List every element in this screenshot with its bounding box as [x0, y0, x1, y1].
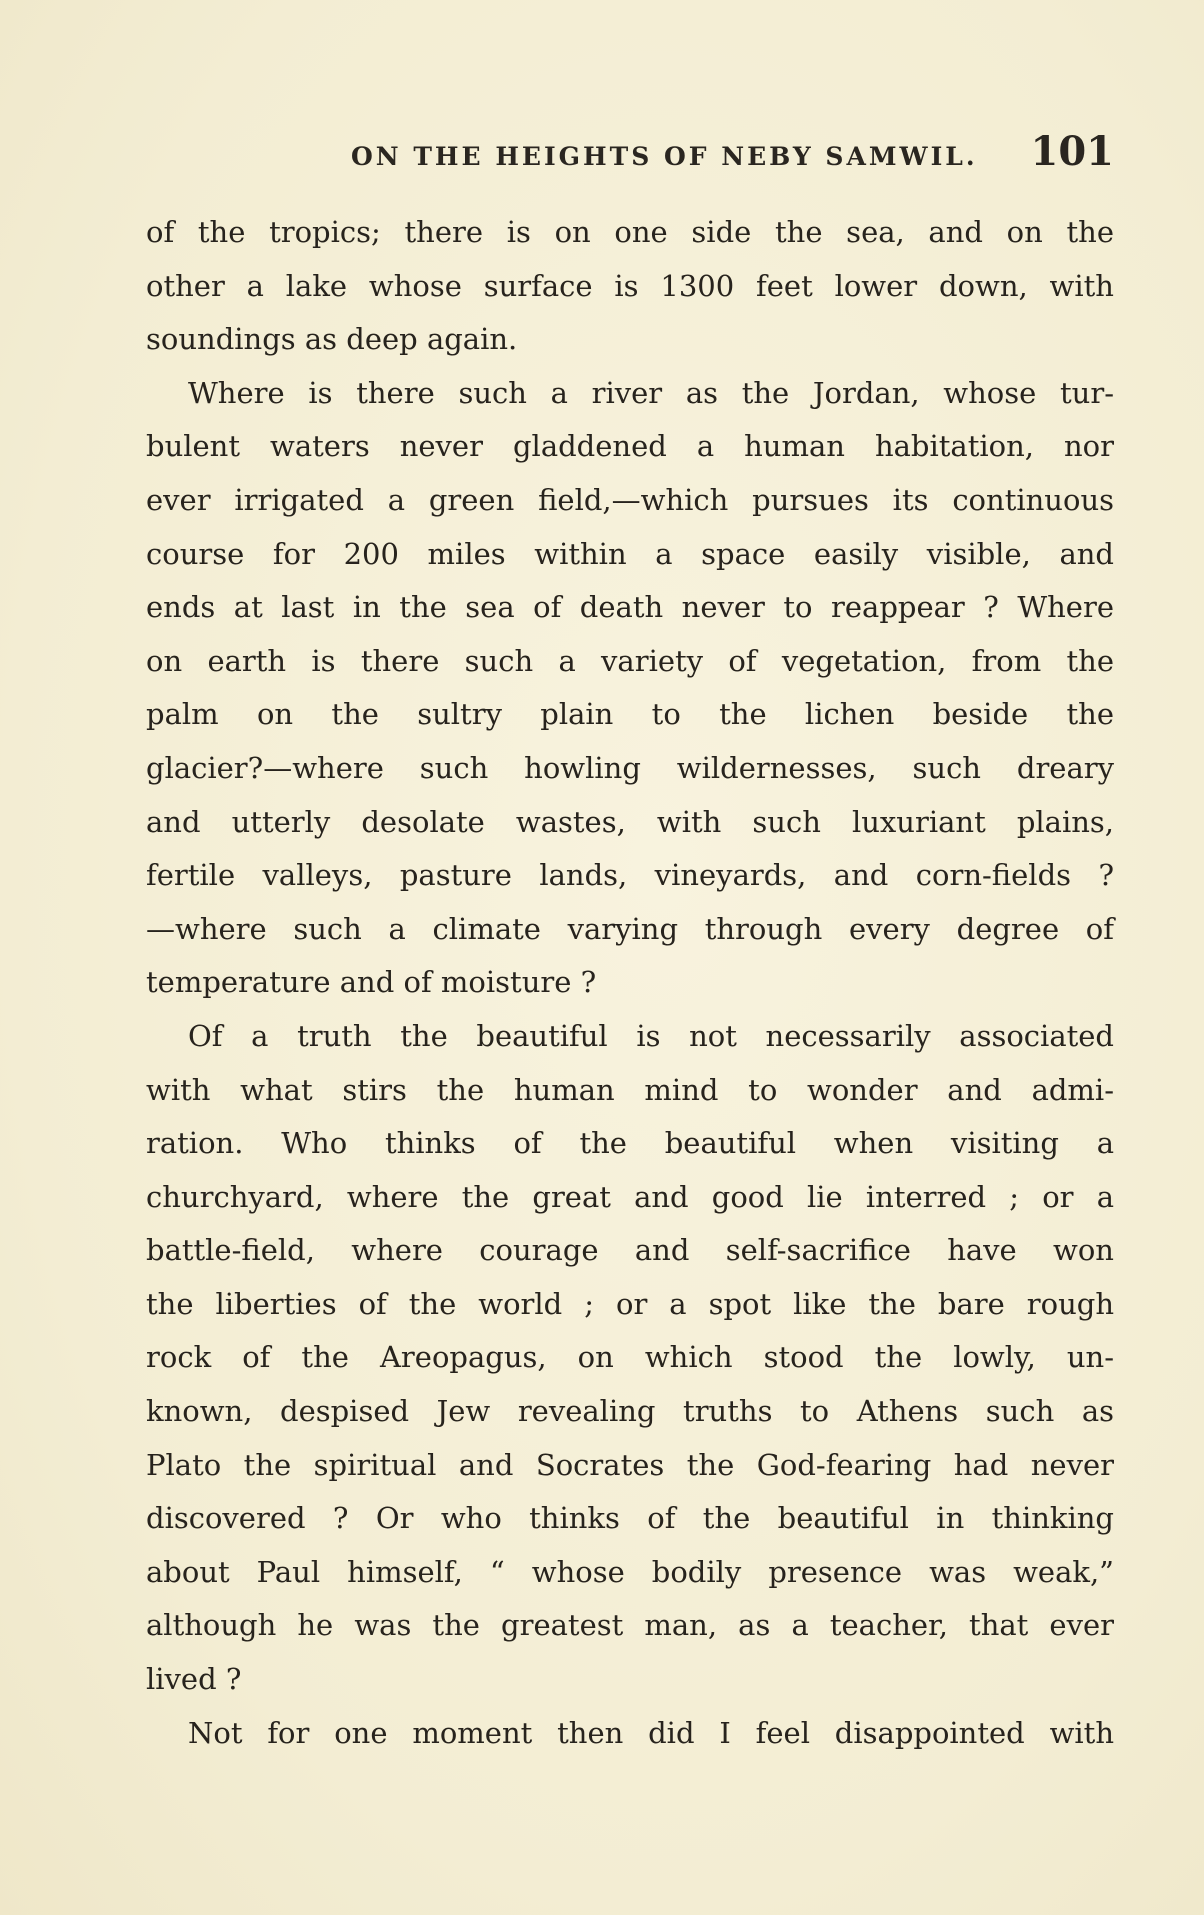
text-line: with what stirs the human mind to wonder and admi-	[146, 1072, 1114, 1107]
text-line: temperature and of moisture ?	[146, 965, 597, 1000]
text-line: fertile valleys, pasture lands, vineyards, and corn-fields ?	[146, 858, 1114, 893]
text-line: and utterly desolate wastes, with such luxuriant plains,	[146, 804, 1114, 839]
text-line: of the tropics; there is on one side the sea, and on the	[146, 215, 1114, 249]
text-line: discovered ? Or who thinks of the beautiful in thinking	[146, 1501, 1114, 1536]
text-line: ever irrigated a green field,—which pursues its continuous	[146, 482, 1114, 517]
text-line: other a lake whose surface is 1300 feet lower down, with	[146, 268, 1114, 303]
text-line: Where is there such a river as the Jordan, whose tur-	[188, 375, 1114, 410]
text-line: lived ?	[146, 1662, 242, 1697]
text-line: churchyard, where the great and good lie interred ; or a	[146, 1179, 1114, 1214]
text-line: course for 200 miles within a space easily visible, and	[146, 536, 1114, 571]
text-line: —where such a climate varying through every degree of	[146, 911, 1114, 946]
text-line: battle-field, where courage and self-sacrifice have won	[146, 1233, 1114, 1268]
text-line: Of a truth the beautiful is not necessarily associated	[188, 1018, 1114, 1053]
text-line: ration. Who thinks of the beautiful when visiting a	[146, 1126, 1114, 1161]
text-line: rock of the Areopagus, on which stood the lowly, un-	[146, 1340, 1114, 1375]
text-line: palm on the sultry plain to the lichen beside the	[146, 697, 1114, 732]
text-line: glacier?—where such howling wildernesses, such dreary	[146, 750, 1114, 785]
body-text	[146, 206, 1114, 1760]
text-line: on earth is there such a variety of vegetation, from the	[146, 643, 1114, 678]
text-line: the liberties of the world ; or a spot like the bare rough	[146, 1286, 1114, 1321]
text-line: known, despised Jew revealing truths to Athens such as	[146, 1394, 1114, 1429]
text-line: ends at last in the sea of death never to reappear ? Where	[146, 590, 1114, 625]
running-head	[146, 128, 1114, 188]
text-line: Plato the spiritual and Socrates the God-fearing had never	[146, 1447, 1114, 1482]
text-line: although he was the greatest man, as a teacher, that ever	[146, 1608, 1114, 1643]
running-title: ON THE HEIGHTS OF NEBY SAMWIL.	[351, 142, 978, 171]
page-number: 101	[1030, 128, 1114, 175]
text-line: about Paul himself, “ whose bodily presence was weak,”	[146, 1554, 1114, 1589]
text-line: bulent waters never gladdened a human habitation, nor	[146, 429, 1114, 464]
text-line: soundings as deep again.	[146, 322, 518, 357]
text-line: Not for one moment then did I feel disappointed with	[188, 1715, 1114, 1750]
